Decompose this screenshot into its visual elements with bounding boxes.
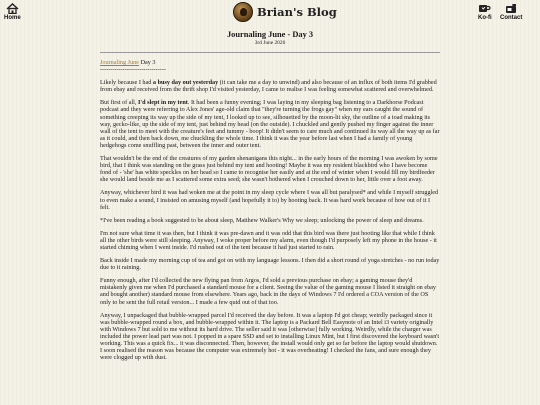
kofi-label: Ko-fi bbox=[478, 15, 492, 21]
home-label: Home bbox=[4, 15, 21, 21]
brand-logo-icon bbox=[233, 2, 253, 22]
post-container bbox=[100, 28, 440, 405]
home-button[interactable] bbox=[4, 3, 21, 21]
paragraph: Anyway, whichever bird it was had woken me at the point in my sleep cycle where I was all but paralysed* and while I myself struggled to even make a sound, I insisted on amusing myself (and hopefully it to) by hooting back. It was hard work because of how out of it I felt. bbox=[100, 189, 439, 211]
paragraph: That wouldn't be the end of the creatures of my garden shenanigans this night... in the early hours of the morning I was awoken by some bird, that I think was standing on the grass just behind my tent and hooting! Maybe it was my resident blackbird who I have become fond of - 'she' has white speckles on her head so I came to recognise her easily and at the end of winter when I would fill my birdfeeder she would land beside me as I scattered some extra seed; she wasn't bothered when I crouched down to her, little over a foot away. bbox=[100, 155, 438, 184]
paragraph: Back inside I made my morning cup of tea and got on with my language lessons. I then did a short round of yoga stretches - no run today due to it raining. bbox=[100, 257, 440, 272]
post-body bbox=[100, 59, 440, 361]
title-divider bbox=[100, 52, 440, 53]
breadcrumb-current: Day 3 bbox=[139, 59, 156, 66]
contact-label: Contact bbox=[500, 15, 523, 21]
paragraph: I'm not sure what time it was then, but I think it was pre-dawn and it was odd that this bird was there just hooting like that while I think all the other birds were still sleeping. Anyway, I woke proper before my alarm, even though I'd purposely left my phone in the house - it started chiming when I went inside. I'd rushed out of the tent because it had just started to rain. bbox=[100, 229, 437, 251]
paragraph: Anyway, I unpackaged that bubble-wrapped parcel I'd received the day before. It was a laptop I'd got cheap; weirdly packaged since it was bubble-wrapped round a box, and bubble-wrapped within it. The laptop is a Packard Bell Easynote of an Intel i3 variety originally with Windows 7 but sold to me without its hard drive. The seller said it was [otherwise] fully working. Weirdly, while the charger was included the power lead part was not. I popped in a spare SSD and set to installing Linux Mint, but I first discovered the keyboard wasn't working. This was a quick fix... it was disconnected. Then, however, the install would only get so far before the laptop would shutdown. I soon realised the reason was because the computer was extremely hot - it was overheating! I checked the fans, and sure enough they were clogged up with dust. bbox=[100, 311, 440, 362]
contact-mailbox-icon bbox=[505, 3, 518, 14]
brand[interactable] bbox=[233, 2, 337, 22]
site-title: Brian's Blog bbox=[257, 5, 337, 19]
post-title: Journaling June - Day 3 bbox=[226, 30, 314, 39]
top-bar bbox=[0, 0, 540, 26]
home-icon bbox=[6, 3, 19, 14]
dash-divider: -------------------------------- bbox=[100, 66, 166, 74]
coffee-cup-icon bbox=[478, 3, 491, 14]
contact-button[interactable] bbox=[500, 3, 522, 21]
paragraph: Likely because I had a busy day out yesterday (it can take me a day to unwind) and also because of an influx of both items I'd grabbed from ebay and received from the thrift shop I'd visited yesterday, I came to realise I was feeling somewhat scattered and overwhelmed. bbox=[100, 79, 437, 94]
breadcrumb-journaling-june-link[interactable]: Journaling June bbox=[100, 59, 140, 66]
paragraph: *I've been reading a book suggested to be about sleep, Matthew Walker's Why we sleep; unlocking the power of sleep and dreams. bbox=[100, 216, 424, 224]
paragraph: Funny enough, after I'd collected the new flying pan from Argos, I'd sold a previous purchase on ebay; a gaming mouse they'd mistakenly given me when I'd purchased a standard mouse for a client. Seeing the value of the gaming mouse I listed it straight on ebay and bought another) standard mouse from elsewhere. Years ago, back in the days of Windows 7 I'd ordered a COA version of the OS only to be sent the full retail version... I made a few quid out of that too. bbox=[100, 277, 437, 306]
paragraph: But first of all, I'd slept in my tent. It had been a funny evening; I was laying in my sleeping bag listening to a Darkhorse Podcast podcast and they were referring to Alex Jones' age-old claim that "they're turning the frogs gay" when my ears caught the sound of something creeping its way up the side of my tent, I looked up to see, silhouetted by the moon-lit sky, the outline of a toad making its way, gecko-like, up the side of my tent, just behind my head (on the outside). I chuckled and gently pushed my finger against the inner wall of the tent to meet with the creature's feet and tummy - boop! It didn't seem to care much and continued its way all the way up as far as it could, and then back down, me chuckling the whole time. I think it was the year before last when I had a family of young hedgehogs come snuffling past, between the inner and outer tent. bbox=[100, 99, 440, 149]
breadcrumb bbox=[100, 59, 440, 66]
post-date: 3rd June 2026 bbox=[254, 40, 286, 46]
kofi-button[interactable] bbox=[478, 3, 492, 21]
